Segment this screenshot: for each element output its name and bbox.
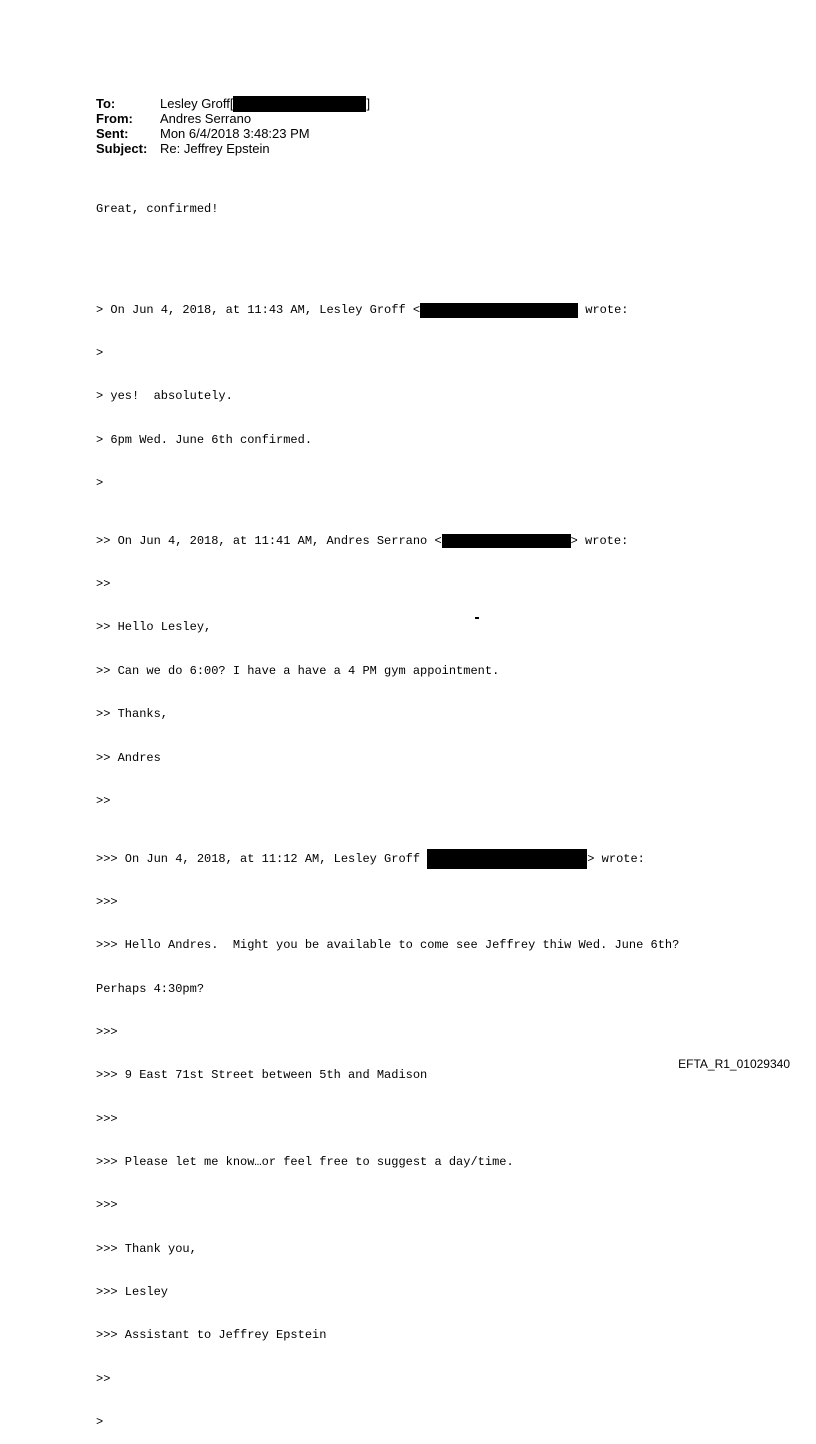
quote-line: >> Can we do 6:00? I have a have a 4 PM gym appointment.	[96, 663, 500, 678]
from-value: Andres Serrano	[160, 111, 252, 126]
to-name: Lesley Groff[	[160, 96, 234, 111]
email-body	[96, 173, 679, 1444]
quote3-header	[96, 852, 679, 866]
quote-line: >>> 9 East 71st Street between 5th and Madison	[96, 1068, 428, 1083]
stray-mark	[475, 617, 479, 619]
sent-row	[96, 126, 370, 141]
quote3-header-start: >>> On Jun 4, 2018, at 11:12 AM, Lesley Groff	[96, 851, 428, 866]
document-id: EFTA_R1_01029340	[678, 1057, 790, 1071]
from-label: From:	[96, 111, 133, 126]
to-close-bracket: ]	[366, 96, 371, 111]
quote3-header-end: > wrote:	[587, 851, 645, 866]
quote-line: >>> Thank you,	[96, 1241, 197, 1256]
redaction-box	[420, 303, 578, 318]
quote-line: >>> Hello Andres. Might you be available to come see Jeffrey thiw Wed. June 6th?	[96, 938, 680, 953]
redaction-box	[233, 96, 366, 112]
to-row	[96, 96, 370, 111]
to-value	[160, 96, 370, 111]
quote-line: >> Andres	[96, 750, 161, 765]
quote1-header-end: wrote:	[578, 302, 629, 317]
quote-line: >>	[96, 577, 111, 592]
subject-label: Subject:	[96, 141, 148, 156]
quote-line: >>	[96, 793, 111, 808]
quote-line: >	[96, 475, 104, 490]
quote-line: >	[96, 345, 104, 360]
quote-line: >	[96, 1415, 104, 1430]
quote-line: >>> Lesley	[96, 1285, 169, 1300]
subject-value: Re: Jeffrey Epstein	[160, 141, 270, 156]
quote2-header	[96, 534, 679, 548]
quote2-header-start: >> On Jun 4, 2018, at 11:41 AM, Andres Serrano <	[96, 533, 442, 548]
quote-line: Perhaps 4:30pm?	[96, 981, 205, 996]
redaction-box	[427, 849, 587, 869]
quote-line: >> Hello Lesley,	[96, 620, 212, 635]
body-opening: Great, confirmed!	[96, 201, 219, 216]
quote-line: >>>	[96, 1111, 118, 1126]
email-header	[96, 96, 370, 156]
subject-row	[96, 141, 370, 156]
quote1-header	[96, 303, 679, 317]
sent-label: Sent:	[96, 126, 129, 141]
quote-line: >> Thanks,	[96, 707, 169, 722]
quote-line: >>> Assistant to Jeffrey Epstein	[96, 1328, 327, 1343]
quote-line: >>	[96, 1371, 111, 1386]
sent-value: Mon 6/4/2018 3:48:23 PM	[160, 126, 310, 141]
quote-line: >>>	[96, 894, 118, 909]
quote-line: >>> Please let me know…or feel free to suggest a day/time.	[96, 1155, 514, 1170]
redaction-box	[442, 534, 571, 548]
quote-line: >>>	[96, 1198, 118, 1213]
paragraph-gap	[96, 245, 679, 259]
from-row	[96, 111, 370, 126]
quote-line: > 6pm Wed. June 6th confirmed.	[96, 432, 313, 447]
quote-line: >>>	[96, 1025, 118, 1040]
quote-line: > yes! absolutely.	[96, 389, 233, 404]
quote1-header-start: > On Jun 4, 2018, at 11:43 AM, Lesley Groff <	[96, 302, 421, 317]
to-label: To:	[96, 96, 116, 111]
quote2-header-end: > wrote:	[570, 533, 629, 548]
